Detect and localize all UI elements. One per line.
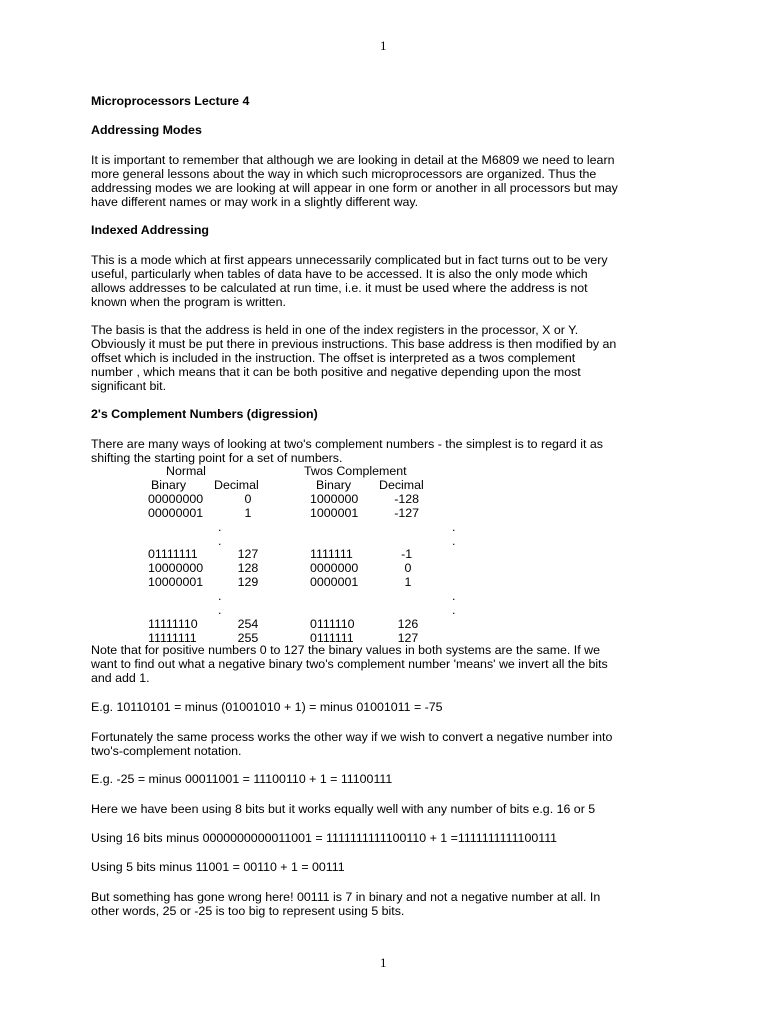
- table-cell-twos-binary: 0111111: [310, 631, 354, 645]
- page-number-top: 1: [380, 38, 387, 53]
- paragraph-indexed-2: The basis is that the address is held in one of the index registers in the processor, X or Y. Obviously it must be put there in previous instructions. This base address is then modified by an offset which is included in the instruction. The offset is interpreted as a twos complement number , which means that it can be both positive and negative depending upon the most significant bit.: [91, 323, 617, 393]
- table-cell-twos-binary: 0000000: [310, 561, 359, 575]
- table-cell-normal-binary: 11111110: [148, 617, 198, 631]
- table-cell-twos-decimal: .: [452, 534, 456, 548]
- table-cell-normal-decimal: 0: [244, 492, 252, 506]
- paragraph-intro: It is important to remember that although we are looking in detail at the M6809 we need to learn more general lessons about the way in which such microprocessors are organized. Thus the addressing modes we are looking at will appear in one form or another in all processors but may have different names or may work in a slightly different way.: [91, 153, 618, 209]
- table-cell-twos-decimal: 127: [397, 631, 419, 645]
- document-title: Microprocessors Lecture 4: [91, 94, 250, 108]
- table-cell-normal-decimal: 255: [237, 631, 259, 645]
- paragraph-twos-intro: There are many ways of looking at two's complement numbers - the simplest is to regard it as shifting the starting point for a set of numbers.: [91, 437, 603, 465]
- group-header-normal: Normal: [166, 464, 206, 478]
- table-cell-twos-decimal: .: [452, 603, 456, 617]
- table-cell-normal-binary: 11111111: [148, 631, 197, 645]
- paragraph-wrong: But something has gone wrong here! 00111 is 7 in binary and not a negative number at all. In other words, 25 or -25 is too big to represent using 5 bits.: [91, 890, 601, 918]
- table-cell-twos-binary: 1000000: [310, 492, 359, 506]
- page-number-bottom: 1: [380, 955, 387, 970]
- table-cell-normal-binary: .: [218, 534, 222, 548]
- table-cell-twos-binary: 0111110: [310, 617, 355, 631]
- paragraph-note: Note that for positive numbers 0 to 127 the binary values in both systems are the same. If we want to find out what a negative binary two's complement number 'means' we invert all the bits and add 1.: [91, 643, 608, 685]
- example-2: E.g. -25 = minus 00011001 = 11100110 + 1 = 11100111: [91, 772, 393, 786]
- column-header-decimal-normal: Decimal: [214, 478, 259, 492]
- table-cell-normal-binary: 01111111: [148, 547, 198, 561]
- table-cell-twos-decimal: 0: [404, 561, 412, 575]
- table-cell-normal-decimal: 128: [237, 561, 259, 575]
- table-cell-normal-binary: .: [218, 603, 222, 617]
- table-cell-normal-decimal: 1: [244, 506, 252, 520]
- table-cell-normal-binary: .: [218, 589, 222, 603]
- example-1: E.g. 10110101 = minus (01001010 + 1) = minus 01001011 = -75: [91, 700, 443, 714]
- paragraph-bits: Here we have been using 8 bits but it works equally well with any number of bits e.g. 16 or 5: [91, 802, 596, 816]
- table-cell-twos-decimal: 1: [404, 575, 412, 589]
- table-cell-normal-binary: 10000000: [148, 561, 204, 575]
- table-cell-normal-binary: .: [218, 520, 222, 534]
- table-cell-twos-decimal: -1: [401, 547, 413, 561]
- heading-addressing-modes: Addressing Modes: [91, 123, 202, 137]
- paragraph-16-bits: Using 16 bits minus 0000000000011001 = 1111111111100110 + 1 =1111111111100111: [91, 831, 558, 845]
- group-header-twos: Twos Complement: [304, 464, 407, 478]
- table-cell-normal-decimal: 254: [237, 617, 259, 631]
- column-header-binary-twos: Binary: [316, 478, 352, 492]
- table-cell-normal-binary: 10000001: [148, 575, 204, 589]
- table-cell-normal-decimal: 127: [237, 547, 259, 561]
- paragraph-fortunately: Fortunately the same process works the other way if we wish to convert a negative number into two's-complement notation.: [91, 730, 613, 758]
- table-cell-normal-decimal: 129: [237, 575, 259, 589]
- table-cell-normal-binary: 00000000: [148, 492, 204, 506]
- column-header-binary-normal: Binary: [151, 478, 187, 492]
- column-header-decimal-twos: Decimal: [379, 478, 424, 492]
- table-cell-normal-binary: 00000001: [148, 506, 204, 520]
- paragraph-5-bits: Using 5 bits minus 11001 = 00110 + 1 = 00111: [91, 860, 345, 874]
- table-cell-twos-binary: 0000001: [310, 575, 359, 589]
- table-cell-twos-decimal: 126: [397, 617, 419, 631]
- heading-indexed-addressing: Indexed Addressing: [91, 223, 209, 237]
- table-cell-twos-binary: 1111111: [310, 547, 353, 561]
- table-cell-twos-decimal: -128: [394, 492, 419, 506]
- heading-twos-complement: 2's Complement Numbers (digression): [91, 407, 318, 421]
- table-cell-twos-decimal: -127: [394, 506, 419, 520]
- paragraph-indexed-1: This is a mode which at first appears unnecessarily complicated but in fact turns out to be very useful, particularly when tables of data have to be accessed. It is also the only mode which allows addresses to be calculated at run time, i.e. it must be used where the address is not known when the program is written.: [91, 253, 608, 309]
- table-cell-twos-decimal: .: [452, 589, 456, 603]
- table-cell-twos-binary: 1000001: [310, 506, 359, 520]
- table-cell-twos-decimal: .: [452, 520, 456, 534]
